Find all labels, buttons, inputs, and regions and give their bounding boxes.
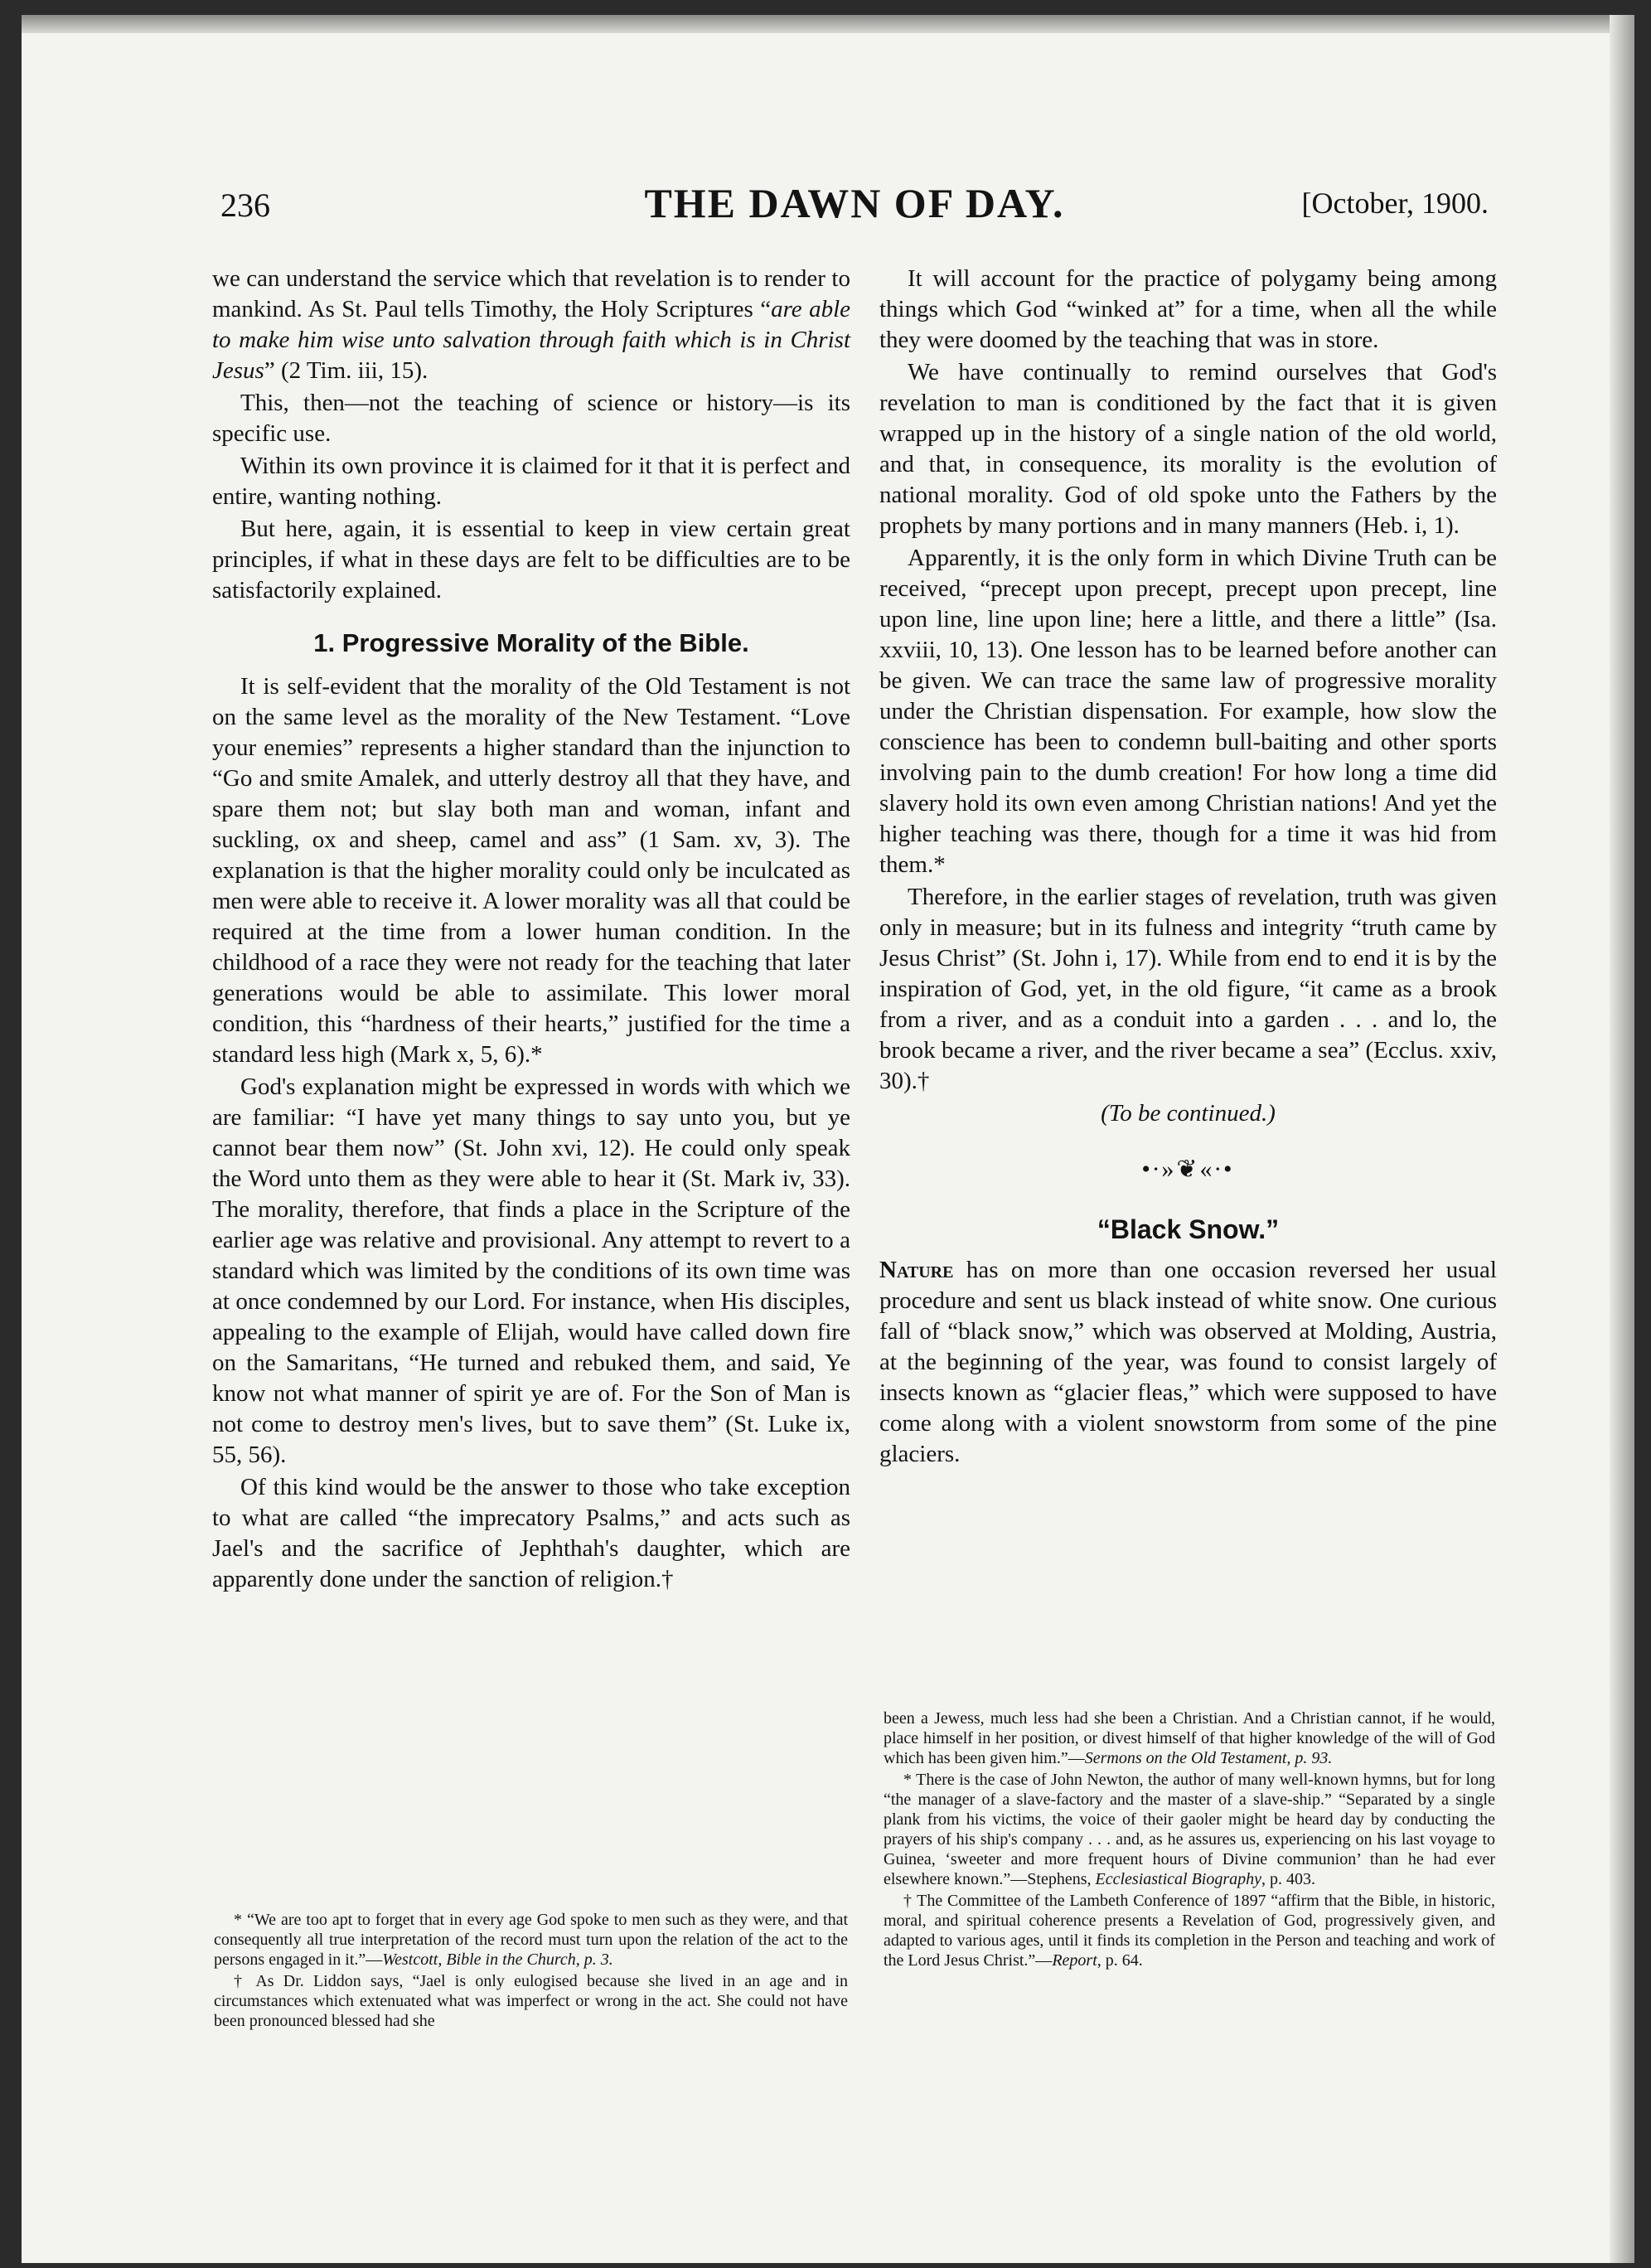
paragraph: This, then—not the teaching of science or history—is its specific use. bbox=[212, 390, 850, 447]
page-number: 236 bbox=[220, 187, 270, 224]
footnote: been a Jewess, much less had she been a Christian. And a Christian cannot, if he would, place himself in her position, or divest himself of that higher knowledge of the will of God which has been given him.”—Sermons on the Old Testament, p. 93. bbox=[884, 1709, 1495, 1767]
masthead-title: THE DAWN OF DAY. bbox=[644, 180, 1065, 226]
paragraph: Within its own province it is claimed for it that it is perfect and entire, wanting nothing. bbox=[212, 453, 850, 510]
scan-top-edge bbox=[22, 15, 1634, 33]
paragraph: Therefore, in the earlier stages of revelation, truth was given only in measure; but in its fulness and integrity “truth came by Jesus Christ” (St. John i, 17). While from end to end it is by the inspiration of God, yet, in the old figure, “it came as a brook from a river, and as a conduit into a garden . . . and lo, the brook became a river, and the river became a sea” (Ecclus. xxiv, 30).† bbox=[879, 884, 1497, 1094]
right-footnotes bbox=[884, 1708, 1495, 1972]
paragraph: Apparently, it is the only form in which Divine Truth can be received, “precept upon precept, precept upon precept, line upon line, line upon line; here a little, and there a little” (Isa. xxviii, 10, 13). One lesson has to be learned before another can be given. We can trace the same law of progressive morality under the Christian dispensation. For example, how slow the conscience has been to condemn bull-baiting and other sports involving pain to the dumb creation! For how long a time did slavery hold its own even among Christian nations! And yet the higher teaching was there, though for a time it was hid from them.* bbox=[879, 545, 1497, 878]
issue-date: [October, 1900. bbox=[1301, 187, 1489, 220]
left-footnotes bbox=[214, 1910, 848, 2033]
paragraph: Of this kind would be the answer to those who take exception to what are called “the imprecatory Psalms,” and acts such as Jael's and the sacrifice of Jephthah's daughter, which are apparently done under the sanction of religion.† bbox=[212, 1474, 850, 1592]
paragraph: It is self-evident that the morality of the Old Testament is not on the same level as the morality of the New Testament. “Love your enemies” represents a higher standard than the injunction to “Go and smite Amalek, and utterly destroy all that they have, and spare them not; but slay both man and woman, infant and suckling, ox and sheep, camel and ass” (1 Sam. xv, 3). The explanation is that the higher morality could only be inculcated as men were able to receive it. A lower morality was all that could be required at the time from a lower human condition. In the childhood of a race they were not ready for the teaching that later generations would be able to assimilate. This lower moral condition, this “hardness of their hearts,” justified for the time a standard less high (Mark x, 5, 6).* bbox=[212, 673, 850, 1068]
scan-right-edge bbox=[1610, 15, 1634, 2263]
page bbox=[22, 15, 1634, 2263]
paragraph: It will account for the practice of polygamy being among things which God “winked at” for a time, when all the while they were doomed by the teaching that was in store. bbox=[879, 265, 1497, 353]
section-heading: 1. Progressive Morality of the Bible. bbox=[313, 628, 749, 657]
article-title: “Black Snow.” bbox=[1097, 1214, 1280, 1244]
footnote: * “We are too apt to forget that in every age God spoke to men such as they were, and that consequently all true interpretation of the record must turn upon the relation of the act to the persons engaged in it.”—Westcott, Bible in the Church, p. 3. bbox=[214, 1911, 848, 1969]
footnote: * There is the case of John Newton, the author of many well-known hymns, but for long “the manager of a slave-factory and the master of a slave-ship.” “Separated by a single plank from his victims, the voice of their gaoler might be heard day by conducting the prayers of his ship's company . . . and, as he assures us, experiencing on his last voyage to Guinea, ‘sweeter and more frequent hours of Divine communion’ than he had ever elsewhere known.”—Stephens, Ecclesiastical Biography, p. 403. bbox=[884, 1771, 1495, 1888]
paragraph: we can understand the service which that revelation is to render to mankind. As St. Paul tells Timothy, the Holy Scriptures “are able to make him wise unto salvation through faith which is in Christ Jesus” (2 Tim. iii, 15). bbox=[212, 265, 851, 384]
paragraph: But here, again, it is essential to keep in view certain great principles, if what in these days are felt to be difficulties are to be satisfactorily explained. bbox=[212, 516, 850, 603]
continued-note: (To be continued.) bbox=[1101, 1100, 1276, 1127]
paragraph: We have continually to remind ourselves that God's revelation to man is conditioned by the fact that it is given wrapped up in the history of a single nation of the old world, and that, in consequence, its morality is the evolution of national morality. God of old spoke unto the Fathers by the prophets by many portions and in many manners (Heb. i, 1). bbox=[879, 359, 1497, 539]
right-column bbox=[879, 264, 1497, 1471]
footnote: † The Committee of the Lambeth Conference of 1897 “affirm that the Bible, in historic, moral, and spiritual coherence presents a Revelation of God, progressively given, and adapted to various ages, until it finds its completion in the Person and teaching and work of the Lord Jesus Christ.”—Report, p. 64. bbox=[884, 1892, 1495, 1970]
paragraph: God's explanation might be expressed in words with which we are familiar: “I have yet many things to say unto you, but ye cannot bear them now” (St. John xvi, 12). He could only speak the Word unto them as they were able to hear it (St. Mark iv, 33). The morality, therefore, that finds a place in the Scripture of the earlier age was relative and provisional. Any attempt to revert to a standard which was limited by the conditions of its own time was at once condemned by our Lord. For instance, when His disciples, appealing to the example of Elijah, would have called down fire on the Samaritans, “He turned and rebuked them, and said, Ye know not what manner of spirit ye are of. For the Son of Man is not come to destroy men's lives, but to save them” (St. Luke ix, 55, 56). bbox=[212, 1073, 850, 1468]
paragraph: Nature has on more than one occasion reversed her usual procedure and sent us black instead of white snow. One curious fall of “black snow,” which was observed at Molding, Austria, at the beginning of the year, was found to consist largely of insects known as “glacier fleas,” which were supposed to have come along with a violent snowstorm from some of the pine glaciers. bbox=[879, 1257, 1497, 1467]
footnote: † As Dr. Liddon says, “Jael is only eulogised because she lived in an age and in circumstances which extenuated what was imperfect or wrong in the act. She could not have been pronounced blessed had she bbox=[214, 1972, 848, 2030]
ornament-divider: •∙»❦«∙• bbox=[1141, 1156, 1235, 1183]
page-header bbox=[220, 179, 1489, 237]
left-column bbox=[212, 264, 850, 1597]
